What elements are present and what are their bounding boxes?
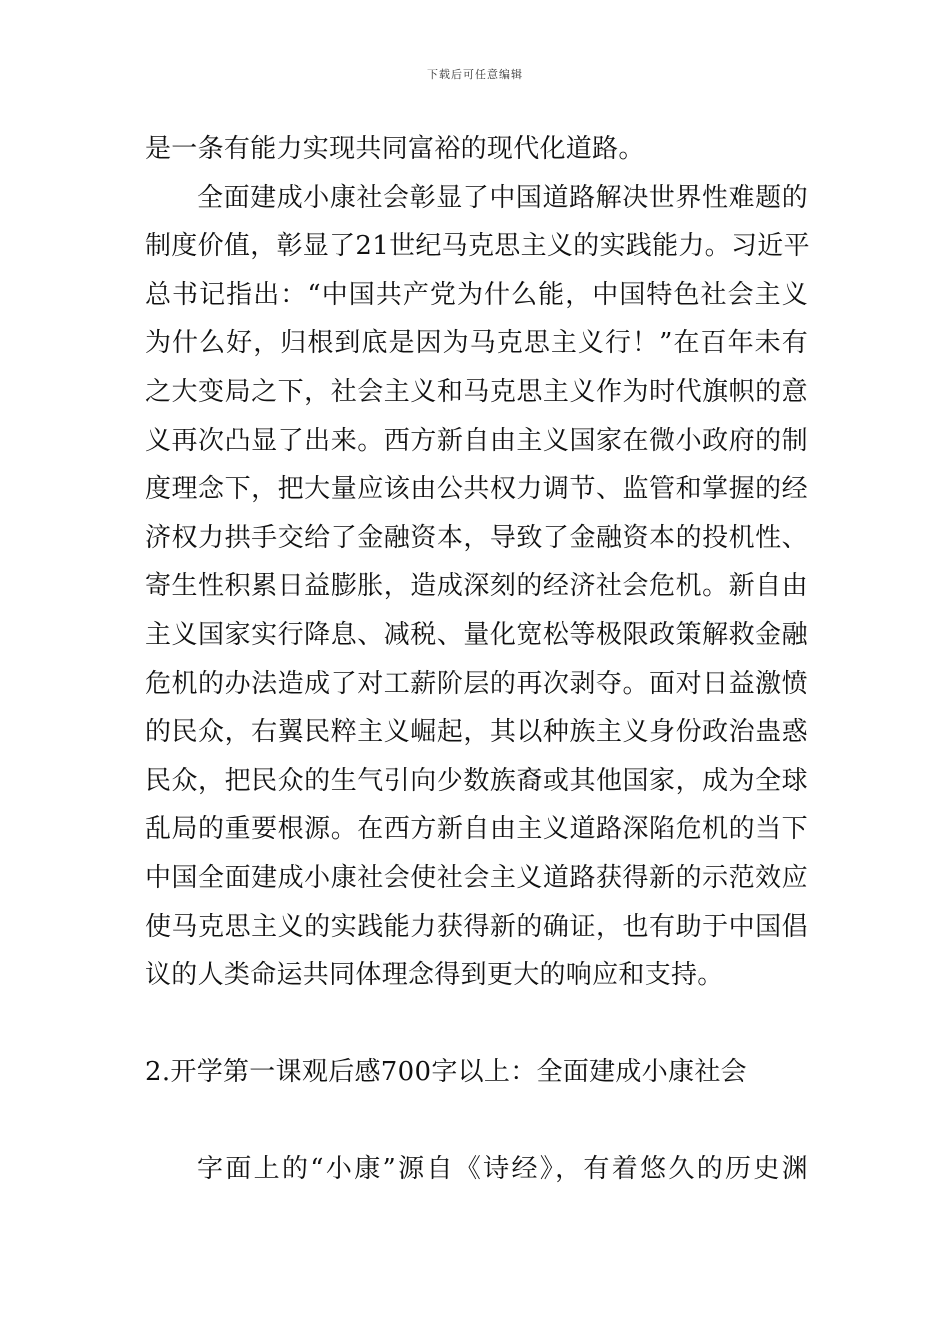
paragraph-line: 全面建成小康社会彰显了中国道路解决世界性难题的 xyxy=(197,182,808,213)
paragraph-line: 危机的办法造成了对工薪阶层的再次剥夺。面对日益激愤 xyxy=(145,668,808,699)
paragraph-line: 为什么好，归根到底是因为马克思主义行！”在百年未有 xyxy=(145,328,808,359)
blank-line xyxy=(145,1097,808,1146)
section-heading xyxy=(145,1048,808,1097)
paragraph-line: 义再次凸显了出来。西方新自由主义国家在微小政府的制 xyxy=(145,425,808,456)
paragraph-line: 的民众，右翼民粹主义崛起，其以种族主义身份政治蛊惑 xyxy=(145,717,808,748)
paragraph-line: 字面上的“小康”源自《诗经》，有着悠久的历史渊 xyxy=(197,1154,808,1185)
page-header: 下载后可任意编辑 xyxy=(427,68,523,81)
paragraph-line: 议的人类命运共同体理念得到更大的响应和支持。 xyxy=(145,960,724,991)
paragraph-line: 总书记指出：“中国共产党为什么能，中国特色社会主义 xyxy=(145,279,808,310)
document-body xyxy=(145,125,808,1194)
paragraph-3 xyxy=(145,1145,808,1194)
paragraph-1 xyxy=(145,125,808,174)
paragraph-line: 乱局的重要根源。在西方新自由主义道路深陷危机的当下 xyxy=(145,814,808,845)
paragraph-line: 度理念下，把大量应该由公共权力调节、监管和掌握的经 xyxy=(145,474,808,505)
paragraph-line: 是一条有能力实现共同富裕的现代化道路。 xyxy=(145,134,645,164)
paragraph-line: 民众，把民众的生气引向少数族裔或其他国家，成为全球 xyxy=(145,765,808,796)
section-heading-text: 2.开学第一课观后感700字以上：全面建成小康社会 xyxy=(145,1057,747,1088)
paragraph-line: 主义国家实行降息、减税、量化宽松等极限政策解救金融 xyxy=(145,619,808,650)
paragraph-line: 中国全面建成小康社会使社会主义道路获得新的示范效应 xyxy=(145,862,808,893)
paragraph-line: 使马克思主义的实践能力获得新的确证，也有助于中国倡 xyxy=(145,911,808,942)
paragraph-line: 制度价值，彰显了21世纪马克思主义的实践能力。习近平 xyxy=(145,231,810,262)
paragraph-2 xyxy=(145,174,808,1000)
paragraph-line: 寄生性积累日益膨胀，造成深刻的经济社会危机。新自由 xyxy=(145,571,808,602)
paragraph-line: 济权力拱手交给了金融资本，导致了金融资本的投机性、 xyxy=(145,522,808,553)
blank-line xyxy=(145,1000,808,1049)
paragraph-line: 之大变局之下，社会主义和马克思主义作为时代旗帜的意 xyxy=(145,376,808,407)
